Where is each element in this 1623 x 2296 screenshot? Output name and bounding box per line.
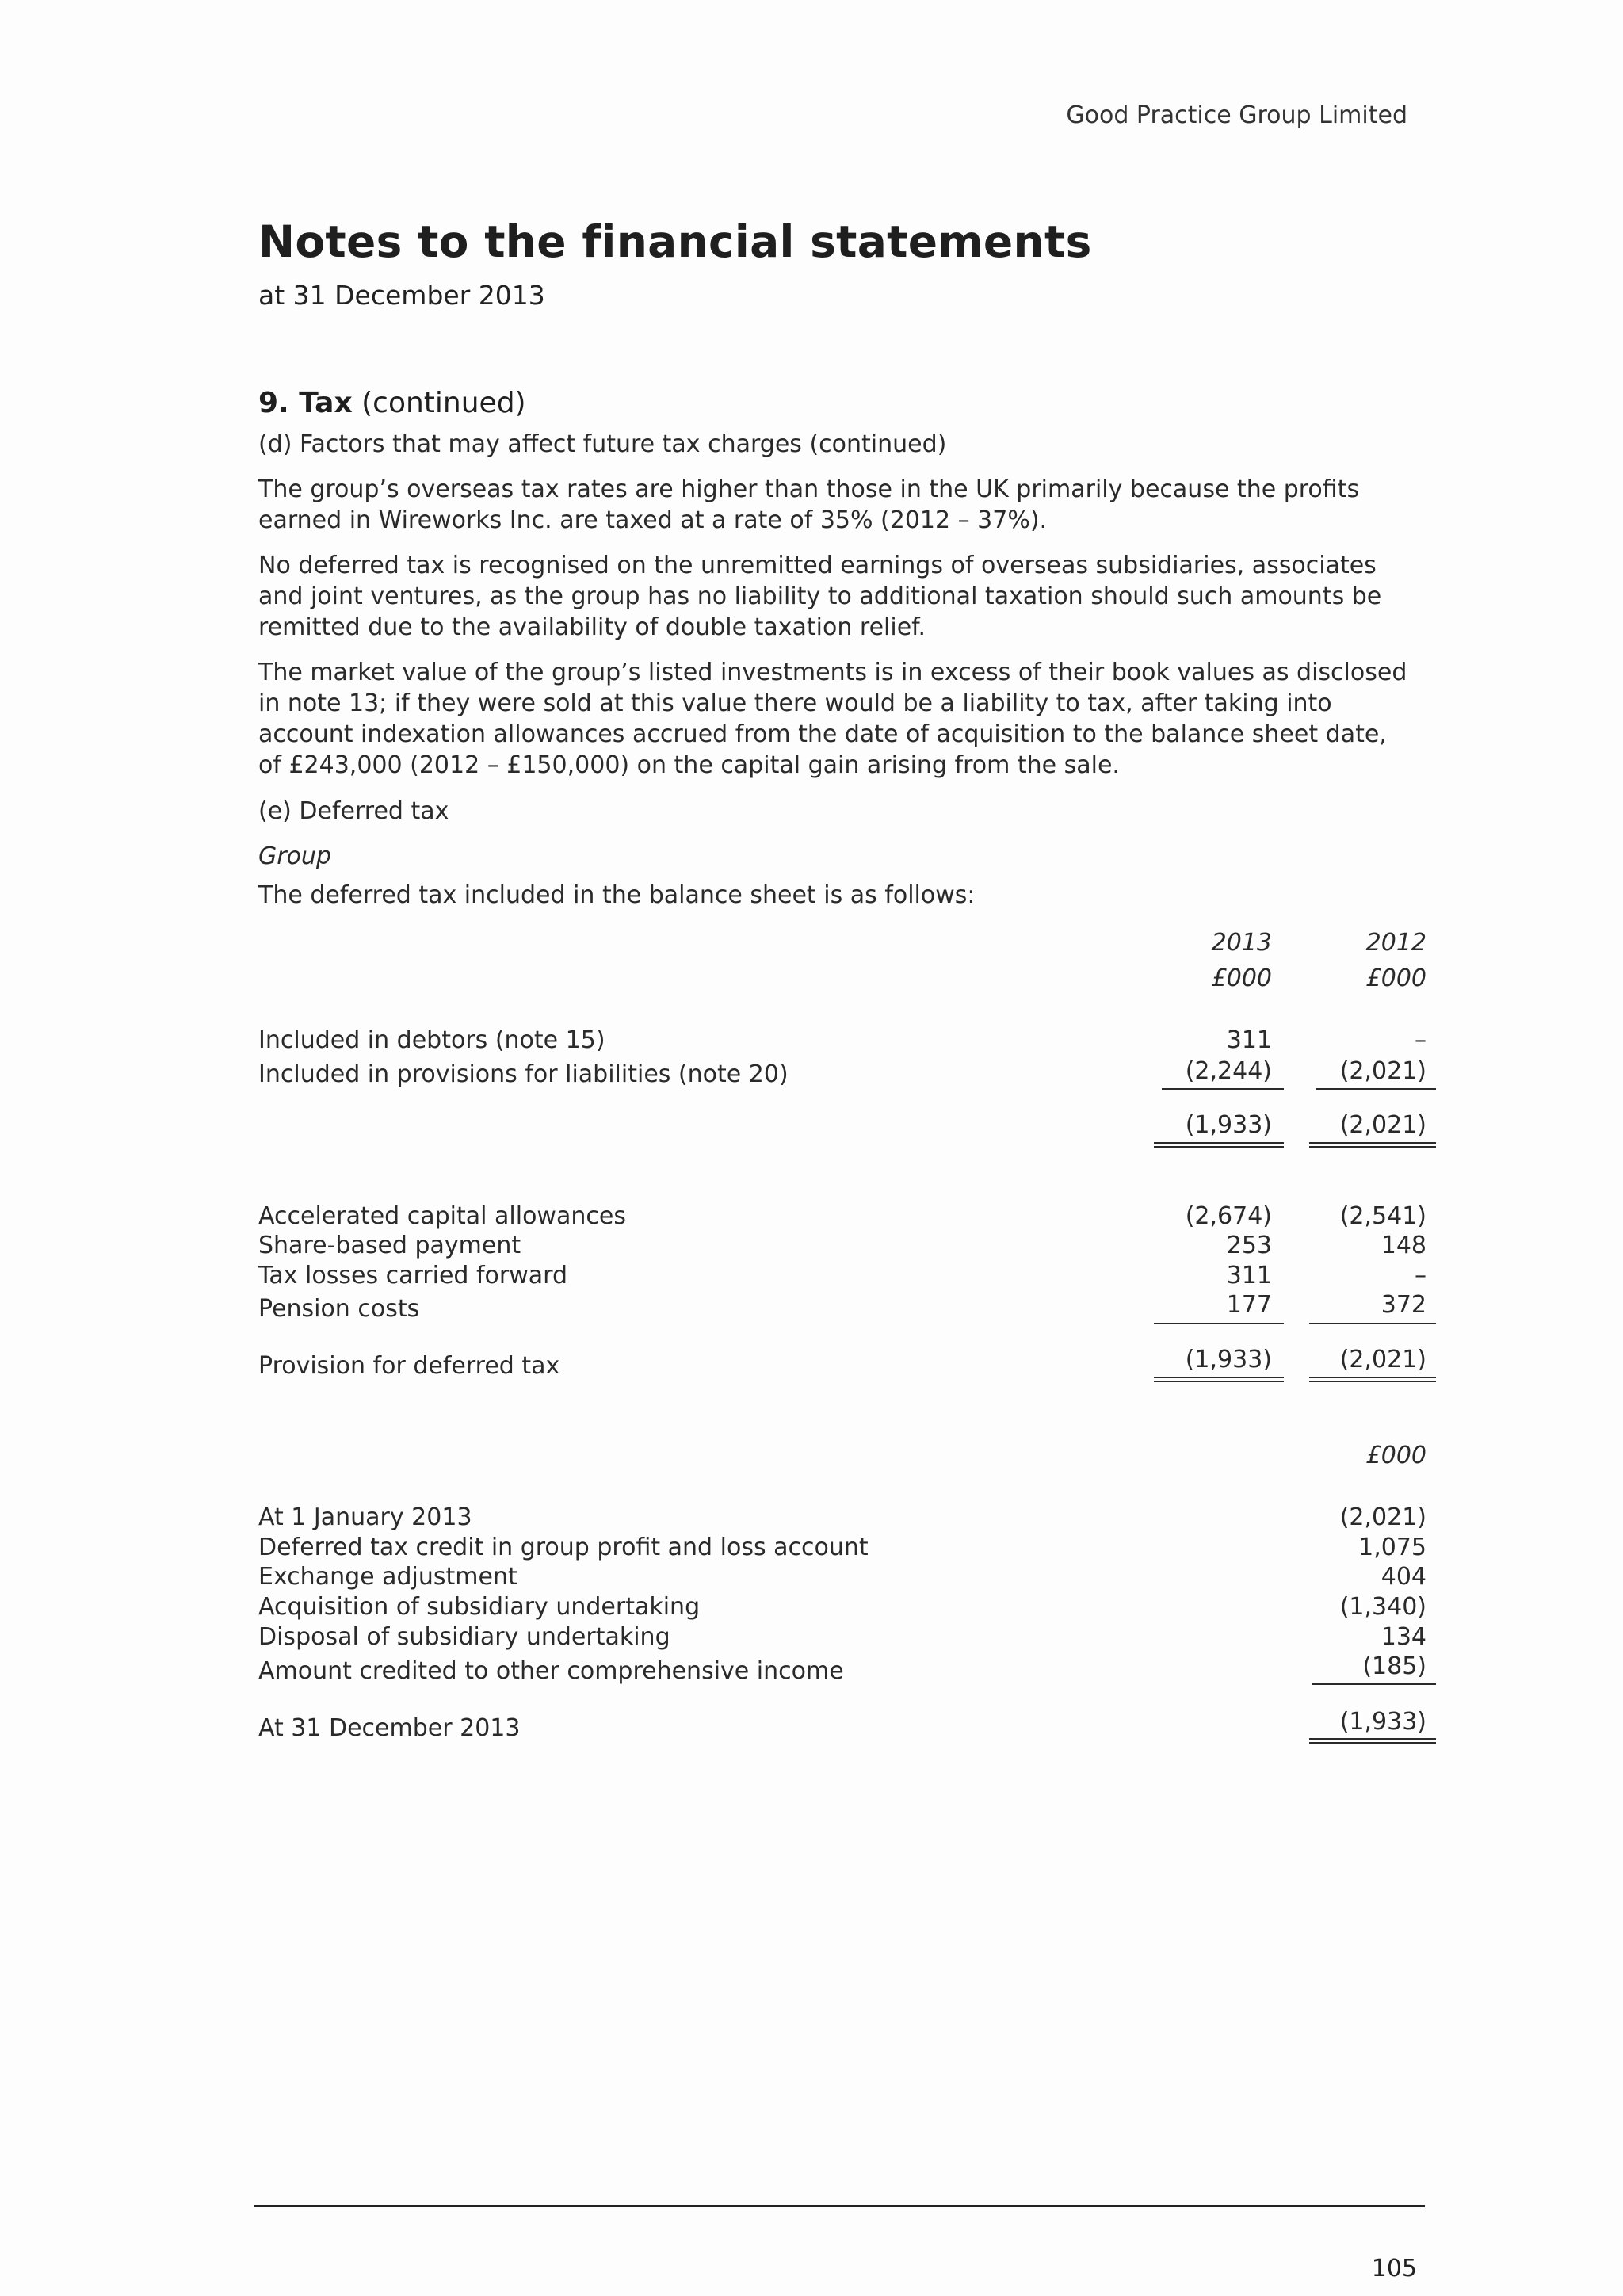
row-value: 134 <box>1381 1623 1426 1651</box>
section-suffix: (continued) <box>352 387 526 419</box>
page-subtitle: at 31 December 2013 <box>258 280 545 311</box>
row-value-2013: 311 <box>1226 1026 1272 1054</box>
section-heading <box>258 387 526 419</box>
row-label-deferred-tax-credit: Deferred tax credit in group profit and loss account <box>258 1534 869 1561</box>
row-label-provisions: Included in provisions for liabilities (note 20) <box>258 1060 789 1088</box>
total-value: (1,933) <box>1339 1708 1426 1736</box>
subtotal-rule-2012 <box>1316 1088 1436 1090</box>
total-value-2012: (2,021) <box>1339 1111 1426 1139</box>
row-value-2013: 177 <box>1226 1291 1272 1319</box>
subtotal-rule-2012 <box>1309 1323 1436 1324</box>
row-value: (1,340) <box>1339 1593 1426 1621</box>
row-label-other-comprehensive-income: Amount credited to other comprehensive income <box>258 1657 844 1685</box>
row-value-2012: 372 <box>1381 1291 1426 1319</box>
row-value-2013: (2,674) <box>1185 1202 1272 1230</box>
col-header-year-2012: 2012 <box>1365 929 1426 957</box>
total-double-rule-2013 <box>1154 1377 1284 1382</box>
total-value-2013: (1,933) <box>1185 1346 1272 1373</box>
row-label-provision-deferred-tax: Provision for deferred tax <box>258 1352 560 1380</box>
movement-unit-header: £000 <box>1365 1442 1426 1469</box>
total-double-rule-2013 <box>1154 1142 1284 1148</box>
page-number: 105 <box>1371 2255 1417 2283</box>
row-label-share-based-payment: Share-based payment <box>258 1232 521 1259</box>
row-label-capital-allowances: Accelerated capital allowances <box>258 1202 626 1230</box>
col-header-unit-2012: £000 <box>1365 965 1426 992</box>
row-label-tax-losses: Tax losses carried forward <box>258 1262 568 1289</box>
row-value-2012: (2,541) <box>1339 1202 1426 1230</box>
row-label-closing-balance: At 31 December 2013 <box>258 1714 521 1742</box>
row-value: 404 <box>1381 1563 1426 1591</box>
row-value: (2,021) <box>1339 1503 1426 1531</box>
row-value-2012: – <box>1415 1026 1426 1054</box>
section-number-title: 9. Tax <box>258 387 353 419</box>
total-double-rule <box>1309 1738 1436 1744</box>
subtotal-rule-2013 <box>1162 1088 1284 1090</box>
row-value-2013: 253 <box>1226 1232 1272 1259</box>
subsection-d-heading: (d) Factors that may affect future tax charges (continued) <box>258 430 947 458</box>
footer-rule <box>254 2205 1425 2207</box>
row-value-2012: (2,021) <box>1339 1057 1426 1085</box>
row-label-debtors: Included in debtors (note 15) <box>258 1026 605 1054</box>
table-intro: The deferred tax included in the balance sheet is as follows: <box>258 881 976 909</box>
page-title: Notes to the financial statements <box>258 216 1092 267</box>
row-label-acquisition: Acquisition of subsidiary undertaking <box>258 1593 701 1621</box>
row-label-exchange-adjustment: Exchange adjustment <box>258 1563 517 1591</box>
col-header-unit-2013: £000 <box>1211 965 1272 992</box>
subsection-e-heading: (e) Deferred tax <box>258 797 449 825</box>
row-label-pension-costs: Pension costs <box>258 1295 420 1323</box>
paragraph-market-value: The market value of the group’s listed investments is in excess of their book values as disclosed in note 13; if they were sold at this value there would be a liability to tax, after taking into account indexation allowances accrued from the date of acquisition to the balance sheet date, of £243,000 (2012 – £150,000) on the capital gain arising from the sale. <box>258 659 1407 779</box>
subtotal-rule <box>1312 1683 1436 1685</box>
subtotal-rule-2013 <box>1154 1323 1284 1324</box>
row-value: 1,075 <box>1358 1534 1426 1561</box>
row-value-2013: 311 <box>1226 1262 1272 1289</box>
total-value-2012: (2,021) <box>1339 1346 1426 1373</box>
row-value-2012: – <box>1415 1262 1426 1289</box>
row-value-2012: 148 <box>1381 1232 1426 1259</box>
paragraph-unremitted-earnings: No deferred tax is recognised on the unremitted earnings of overseas subsidiaries, associates and joint ventures, as the group has no liability to additional taxation should such amounts be remitted due to the availability of double taxation relief. <box>258 552 1382 641</box>
total-double-rule-2012 <box>1309 1377 1436 1382</box>
paragraph-overseas-rates: The group’s overseas tax rates are higher than those in the UK primarily because the profits earned in Wireworks Inc. are taxed at a rate of 35% (2012 – 37%). <box>258 476 1360 534</box>
row-label-opening-balance: At 1 January 2013 <box>258 1503 472 1531</box>
company-name: Good Practice Group Limited <box>1066 101 1407 129</box>
total-double-rule-2012 <box>1309 1142 1436 1148</box>
group-label: Group <box>258 842 331 870</box>
row-value-2013: (2,244) <box>1185 1057 1272 1085</box>
row-label-disposal: Disposal of subsidiary undertaking <box>258 1623 670 1651</box>
row-value: (185) <box>1362 1652 1426 1680</box>
total-value-2013: (1,933) <box>1185 1111 1272 1139</box>
col-header-year-2013: 2013 <box>1211 929 1272 957</box>
